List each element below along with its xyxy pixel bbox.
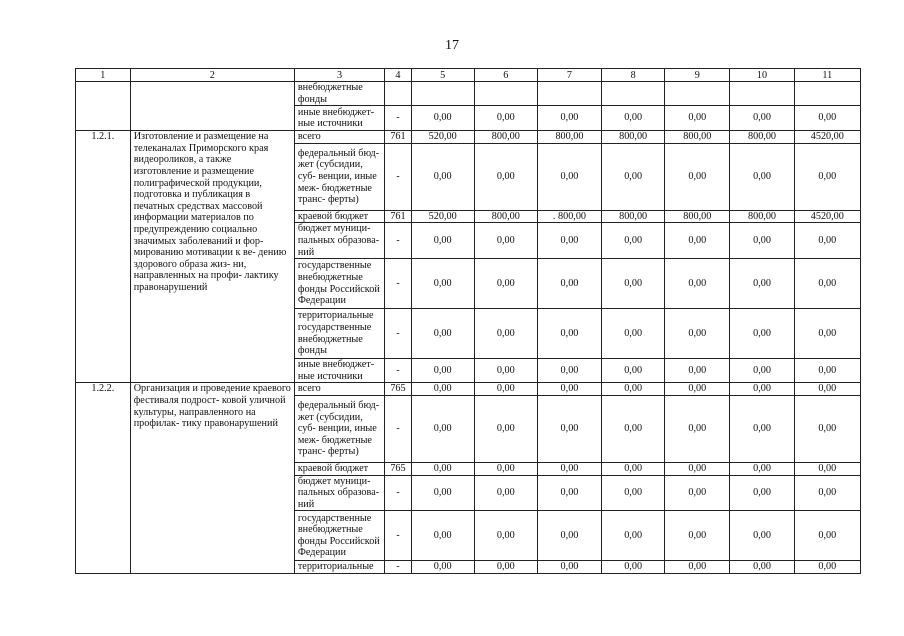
value-cell: 0,00	[411, 475, 474, 511]
value-cell: 0,00	[730, 395, 794, 462]
value-cell: 0,00	[665, 462, 730, 475]
funding-source: всего	[294, 383, 384, 396]
value-cell: 0,00	[537, 309, 601, 359]
value-cell: 0,00	[794, 143, 860, 210]
value-cell: 0,00	[665, 259, 730, 309]
value-cell: 0,00	[730, 143, 794, 210]
value-cell: 0,00	[474, 383, 537, 396]
value-cell: 0,00	[730, 259, 794, 309]
budget-code: -	[385, 143, 411, 210]
value-cell: 0,00	[794, 223, 860, 259]
budget-code: 761	[385, 210, 411, 223]
column-header: 3	[294, 69, 384, 82]
value-cell: 520,00	[411, 210, 474, 223]
value-cell: 0,00	[537, 259, 601, 309]
column-header: 8	[602, 69, 665, 82]
value-cell: 0,00	[730, 309, 794, 359]
value-cell: . 800,00	[537, 210, 601, 223]
funding-source: бюджет муници- пальных образова- ний	[294, 223, 384, 259]
budget-code: -	[385, 511, 411, 561]
value-cell: 0,00	[537, 395, 601, 462]
value-cell: 0,00	[602, 359, 665, 383]
funding-source: государственные внебюджетные фонды Российской Федерации	[294, 511, 384, 561]
value-cell: 0,00	[794, 359, 860, 383]
funding-source: иные внебюджет- ные источники	[294, 359, 384, 383]
funding-source: краевой бюджет	[294, 462, 384, 475]
value-cell: 0,00	[602, 223, 665, 259]
column-header: 5	[411, 69, 474, 82]
value-cell: 0,00	[794, 309, 860, 359]
table-row	[76, 131, 861, 144]
value-cell: 0,00	[794, 395, 860, 462]
value-cell: 800,00	[602, 131, 665, 144]
value-cell	[411, 82, 474, 106]
budget-code: -	[385, 395, 411, 462]
header-row	[76, 69, 861, 82]
value-cell: 0,00	[411, 511, 474, 561]
value-cell: 0,00	[474, 106, 537, 131]
value-cell: 0,00	[474, 259, 537, 309]
value-cell: 520,00	[411, 131, 474, 144]
budget-code: 765	[385, 383, 411, 396]
value-cell: 0,00	[602, 259, 665, 309]
budget-code: -	[385, 359, 411, 383]
column-header: 10	[730, 69, 794, 82]
value-cell: 0,00	[730, 106, 794, 131]
column-header: 6	[474, 69, 537, 82]
column-header: 1	[76, 69, 131, 82]
value-cell: 0,00	[474, 561, 537, 574]
value-cell: 0,00	[665, 223, 730, 259]
value-cell: 0,00	[537, 143, 601, 210]
value-cell: 0,00	[411, 359, 474, 383]
value-cell: 0,00	[474, 475, 537, 511]
value-cell: 800,00	[474, 210, 537, 223]
funding-source: краевой бюджет	[294, 210, 384, 223]
funding-source: федеральный бюд- жет (субсидии, суб- венции, иные меж- бюджетные транс- ферты)	[294, 395, 384, 462]
value-cell: 0,00	[665, 475, 730, 511]
value-cell: 0,00	[794, 259, 860, 309]
column-header: 9	[665, 69, 730, 82]
value-cell: 0,00	[537, 561, 601, 574]
value-cell: 0,00	[602, 309, 665, 359]
value-cell	[794, 82, 860, 106]
value-cell: 0,00	[474, 395, 537, 462]
budget-code	[385, 82, 411, 106]
funding-source: территориальные	[294, 561, 384, 574]
value-cell: 4520,00	[794, 210, 860, 223]
value-cell: 0,00	[730, 359, 794, 383]
funding-source: территориальные государственные внебюджетные фонды	[294, 309, 384, 359]
value-cell: 0,00	[411, 383, 474, 396]
value-cell: 0,00	[794, 106, 860, 131]
budget-code: 765	[385, 462, 411, 475]
value-cell: 0,00	[474, 309, 537, 359]
value-cell: 0,00	[411, 309, 474, 359]
page-number: 17	[445, 38, 459, 53]
value-cell: 0,00	[665, 143, 730, 210]
budget-code: -	[385, 475, 411, 511]
value-cell: 0,00	[665, 561, 730, 574]
value-cell: 0,00	[474, 462, 537, 475]
value-cell: 0,00	[665, 395, 730, 462]
value-cell: 0,00	[537, 106, 601, 131]
value-cell: 0,00	[730, 561, 794, 574]
budget-code: 761	[385, 131, 411, 144]
column-header: 7	[537, 69, 601, 82]
value-cell: 800,00	[474, 131, 537, 144]
item-description: Организация и проведение краевого фестиваля подрост- ковой уличной культуры, направленного на профилак- тику правонарушений	[130, 383, 294, 574]
value-cell: 0,00	[602, 511, 665, 561]
value-cell	[602, 82, 665, 106]
item-number-cell	[76, 82, 131, 131]
funding-source: внебюджетные фонды	[294, 82, 384, 106]
value-cell: 0,00	[411, 106, 474, 131]
budget-code: -	[385, 309, 411, 359]
value-cell: 0,00	[665, 511, 730, 561]
column-header: 4	[385, 69, 411, 82]
column-header: 2	[130, 69, 294, 82]
value-cell: 0,00	[411, 395, 474, 462]
value-cell: 0,00	[602, 462, 665, 475]
value-cell: 0,00	[602, 475, 665, 511]
value-cell: 0,00	[794, 561, 860, 574]
budget-code: -	[385, 561, 411, 574]
funding-source: всего	[294, 131, 384, 144]
value-cell: 800,00	[602, 210, 665, 223]
value-cell: 0,00	[665, 359, 730, 383]
value-cell: 0,00	[730, 462, 794, 475]
budget-table	[75, 68, 861, 574]
value-cell: 0,00	[474, 511, 537, 561]
value-cell	[537, 82, 601, 106]
funding-source: бюджет муници- пальных образова- ний	[294, 475, 384, 511]
column-header: 11	[794, 69, 860, 82]
value-cell: 800,00	[730, 131, 794, 144]
value-cell: 0,00	[537, 383, 601, 396]
value-cell: 800,00	[730, 210, 794, 223]
value-cell: 0,00	[474, 223, 537, 259]
value-cell: 0,00	[665, 309, 730, 359]
value-cell: 0,00	[411, 223, 474, 259]
budget-code: -	[385, 259, 411, 309]
value-cell: 0,00	[602, 383, 665, 396]
table-row	[76, 82, 861, 106]
value-cell: 0,00	[411, 462, 474, 475]
value-cell: 0,00	[474, 143, 537, 210]
value-cell: 800,00	[665, 210, 730, 223]
value-cell	[474, 82, 537, 106]
value-cell: 0,00	[602, 395, 665, 462]
funding-source: государственные внебюджетные фонды Российской Федерации	[294, 259, 384, 309]
value-cell: 0,00	[537, 359, 601, 383]
value-cell: 0,00	[537, 462, 601, 475]
value-cell: 0,00	[794, 511, 860, 561]
budget-code: -	[385, 223, 411, 259]
value-cell: 0,00	[537, 475, 601, 511]
value-cell: 0,00	[730, 475, 794, 511]
value-cell: 0,00	[474, 359, 537, 383]
value-cell: 0,00	[411, 259, 474, 309]
value-cell: 0,00	[730, 511, 794, 561]
value-cell: 0,00	[602, 143, 665, 210]
value-cell: 0,00	[730, 223, 794, 259]
value-cell: 0,00	[665, 383, 730, 396]
value-cell: 0,00	[665, 106, 730, 131]
value-cell: 0,00	[411, 143, 474, 210]
funding-source: федеральный бюд- жет (субсидии, суб- венции, иные меж- бюджетные транс- ферты)	[294, 143, 384, 210]
value-cell: 0,00	[602, 561, 665, 574]
value-cell: 0,00	[602, 106, 665, 131]
funding-source: иные внебюджет- ные источники	[294, 106, 384, 131]
value-cell: 4520,00	[794, 131, 860, 144]
value-cell: 0,00	[537, 223, 601, 259]
item-description-cell	[130, 82, 294, 131]
item-number: 1.2.2.	[76, 383, 131, 574]
budget-code: -	[385, 106, 411, 131]
value-cell: 800,00	[537, 131, 601, 144]
item-description: Изготовление и размещение на телеканалах Приморского края видеороликов, а также изготовление и размещение полиграфической продукции, подготовка и публикация в печатных средствах массовой информации материалов по предупреждению социально значимых заболеваний и фор- мированию мотивации к ве- дению здорового образа жиз- ни, направленных на профи- лактику правонарушений	[130, 131, 294, 383]
value-cell: 0,00	[794, 462, 860, 475]
value-cell	[730, 82, 794, 106]
value-cell: 0,00	[794, 383, 860, 396]
table-row	[76, 383, 861, 396]
value-cell: 0,00	[794, 475, 860, 511]
value-cell: 0,00	[411, 561, 474, 574]
item-number: 1.2.1.	[76, 131, 131, 383]
value-cell	[665, 82, 730, 106]
value-cell: 800,00	[665, 131, 730, 144]
value-cell: 0,00	[537, 511, 601, 561]
value-cell: 0,00	[730, 383, 794, 396]
